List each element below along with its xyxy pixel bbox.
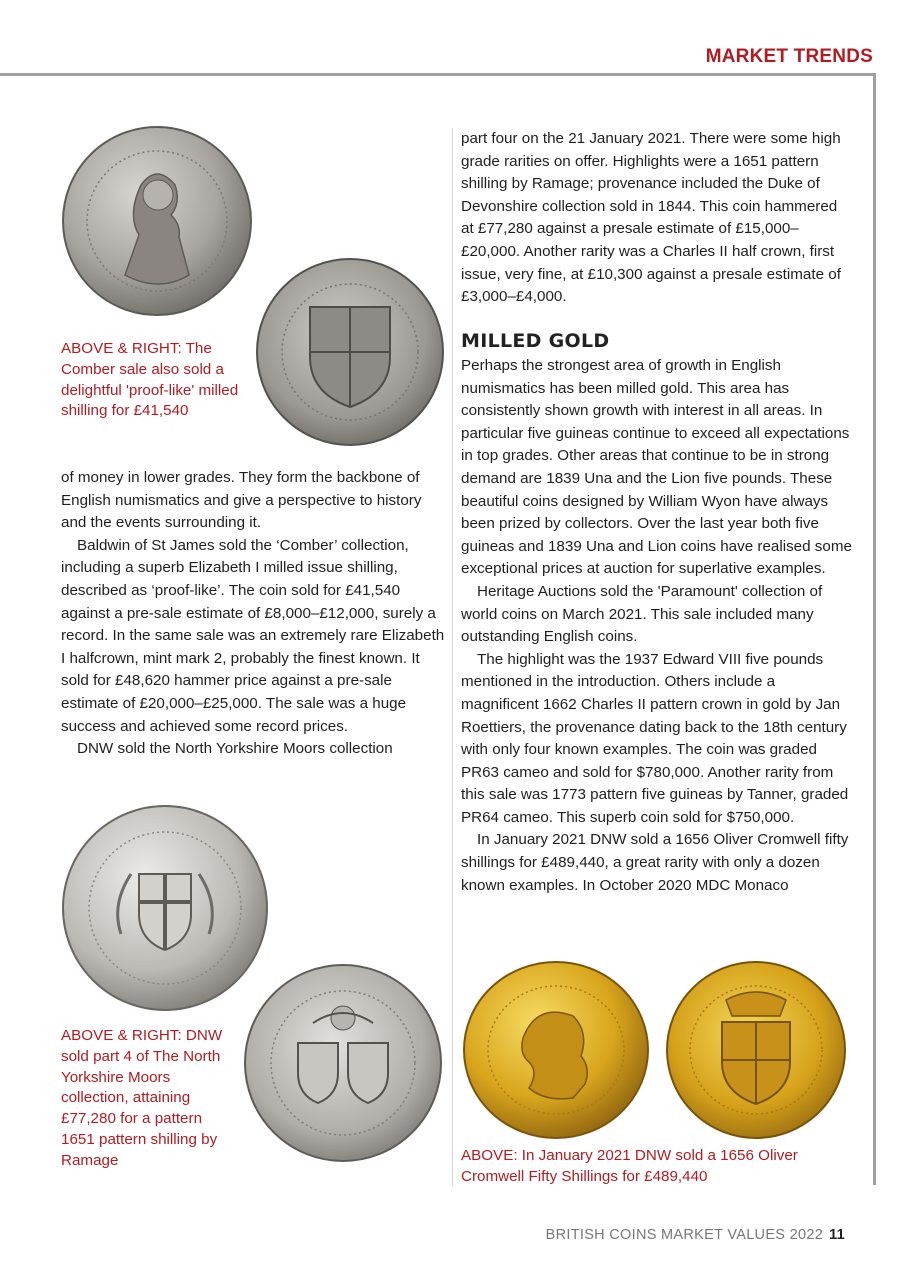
right-paragraph: Heritage Auctions sold the 'Paramount' collection of world coins on March 2021. This sale included many outstanding English coins. <box>461 582 823 646</box>
comber-caption: ABOVE & RIGHT: The Comber sale also sold a delightful 'proof-like' milled shilling for £41,540 <box>61 340 239 420</box>
cromwell-caption: ABOVE: In January 2021 DNW sold a 1656 Oliver Cromwell Fifty Shillings for £489,440 <box>461 1147 798 1185</box>
left-paragraph: of money in lower grades. They form the backbone of English numismatics and give a perspective to history and the events surrounding it. <box>61 469 422 532</box>
top-rule <box>0 73 876 76</box>
right-intro-paragraph: part four on the 21 January 2021. There were some high grade rarities on offer. Highlights were a 1651 pattern shilling by Ramage; provenance included the Duke of Devonshire collection sold in 1844. This coin hammered at £77,280 against a presale estimate of £15,000–£20,000. Another rarity was a Charles II half crown, first issue, very fine, at £10,300 against a presale estimate of £3,000–£4,000. <box>461 130 841 306</box>
cromwell-gold-reverse-image <box>664 960 848 1140</box>
right-paragraph: The highlight was the 1937 Edward VIII five pounds mentioned in the introduction. Others include a magnificent 1662 Charles II pattern crown in gold by Jan Roettiers, the provenance dating back to the 18th century with only four known examples. The coin was graded PR63 cameo and sold for $780,000. Another rarity from this sale was 1773 pattern five guineas by Tanner, graded PR64 cameo. This superb coin sold for $750,000. <box>461 650 849 826</box>
publication-title: BRITISH COINS MARKET VALUES 2022 <box>545 1227 824 1243</box>
left-paragraph: DNW sold the North Yorkshire Moors collection <box>77 740 393 758</box>
right-column-body <box>461 328 853 897</box>
right-rule <box>873 73 876 1185</box>
commonwealth-shilling-obverse-image <box>61 804 269 1012</box>
commonwealth-shilling-reverse-image <box>243 963 443 1163</box>
cromwell-gold-obverse-image <box>461 960 651 1140</box>
milled-gold-heading: MILLED GOLD <box>461 330 610 352</box>
page-footer <box>546 1227 845 1243</box>
left-column-body <box>61 467 447 761</box>
elizabeth-shilling-obverse-image <box>61 125 253 317</box>
elizabeth-shilling-reverse-image <box>255 257 445 447</box>
section-title: MARKET TRENDS <box>705 46 873 67</box>
right-column-intro <box>461 128 853 309</box>
page-number: 11 <box>829 1227 845 1243</box>
left-paragraph: Baldwin of St James sold the ‘Comber’ collection, including a superb Elizabeth I milled issue shilling, described as ‘proof-like’. The coin sold for £41,540 against a pre-sale estimate of £8,000–£12,000, surely a record. In the same sale was an extremely rare Elizabeth I halfcrown, mint mark 2, probably the finest known. It sold for £48,620 hammer price against a pre-sale estimate of £20,000–£25,000. The sale was a huge success and achieved some record prices. <box>61 536 445 735</box>
column-divider <box>452 128 453 1186</box>
right-paragraph: In January 2021 DNW sold a 1656 Oliver Cromwell fifty shillings for £489,440, a great rarity with only a dozen known examples. In October 2020 MDC Monaco <box>461 831 849 894</box>
dnw-yorkshire-caption: ABOVE & RIGHT: DNW sold part 4 of The North Yorkshire Moors collection, attaining £77,280 for a pattern 1651 pattern shilling by Ramage <box>61 1027 223 1169</box>
right-paragraph: Perhaps the strongest area of growth in English numismatics has been milled gold. This area has consistently shown growth with interest in all areas. In particular five guineas continue to exceed all expectations in top grades. Other areas that continue to be in strong demand are 1839 Una and the Lion five pounds. These beautiful coins designed by William Wyon have always been prized by collectors. Over the last year both five guineas and 1839 Una and Lion coins have realised some exceptional prices at auction for superlative examples. <box>461 357 852 578</box>
